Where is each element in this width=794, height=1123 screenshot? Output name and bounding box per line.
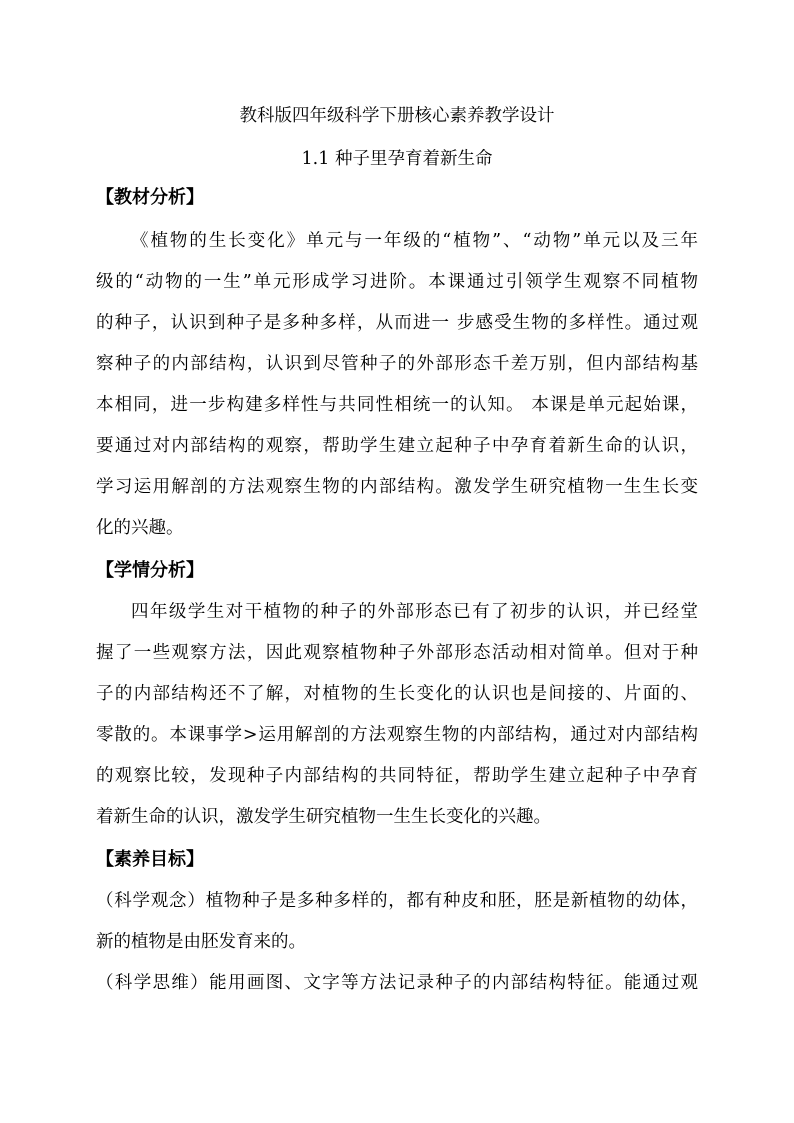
section-heading-literacy-goals: 【素养目标】: [96, 849, 204, 870]
paragraph-line: 握了一些观察方法，因此观察植物种子外部形态活动相对简单。但对于种: [96, 643, 698, 663]
paragraph-line: 四年级学生对干植物的种子的外部形态已有了初步的认识，并已经堂: [131, 602, 698, 622]
document-subtitle: 1.1 种子里孕育着新生命: [301, 149, 493, 169]
paragraph-line: 《植物的生长变化》单元与一年级的“植物”、“动物”单元以及三年: [131, 231, 698, 251]
paragraph-line: （科学观念）植物种子是多种多样的，都有种皮和胚，胚是新植物的幼体，: [96, 891, 698, 911]
paragraph-line: （科学思维）能用画图、文字等方法记录种子的内部结构特征。能通过观: [96, 973, 698, 993]
paragraph-line: 化的兴趣。: [96, 518, 184, 538]
paragraph-line: 新的植物是由胚发育来的。: [96, 932, 306, 952]
paragraph-line: 零散的。本课事学>运用解剖的方法观察生物的内部结构，通过对内部结构: [96, 725, 698, 745]
paragraph-line: 级的“动物的一生”单元形成学习进阶。本课通过引领学生观察不同植物: [96, 272, 698, 292]
paragraph-line: 的观察比较，发现种子内部结构的共同特征，帮助学生建立起种子中孕育: [96, 766, 698, 786]
paragraph-line: 的种子，认识到种子是多种多样，从而进一 步感受生物的多样性。通过观: [96, 313, 698, 333]
paragraph-line: 着新生命的认识，激发学生研究植物一生生长变化的兴趣。: [96, 807, 551, 827]
paragraph-line: 察种子的内部结构，认识到尽管种子的外部形态千差万别，但内部结构基: [96, 354, 698, 374]
section-heading-learner-analysis: 【学情分析】: [96, 560, 204, 581]
paragraph-line: 要通过对内部结构的观察，帮助学生建立起种子中孕育着新生命的认识，: [96, 436, 698, 456]
section-heading-textbook-analysis: 【教材分析】: [96, 187, 204, 208]
paragraph-line: 本相同，进一步构建多样性与共同性相统一的认知。 本课是单元起始课，: [96, 395, 698, 415]
document-title: 教科版四年级科学下册核心素养教学设计: [239, 106, 555, 126]
paragraph-line: 子的内部结构还不了解，对植物的生长变化的认识也是间接的、片面的、: [96, 684, 698, 704]
paragraph-line: 学习运用解剖的方法观察生物的内部结构。激发学生研究植物一生生长变: [96, 477, 698, 497]
